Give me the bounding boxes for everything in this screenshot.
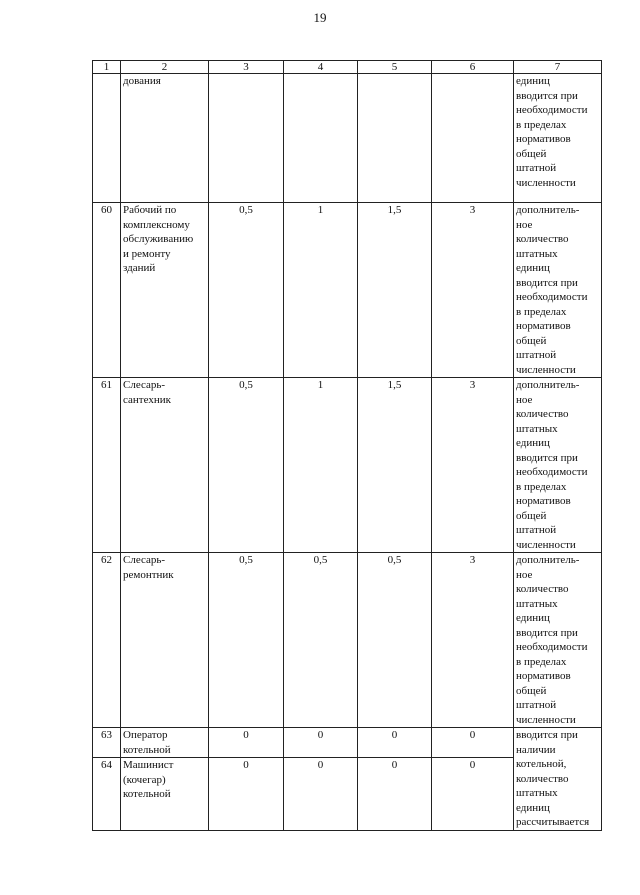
note-line: общей	[516, 684, 547, 697]
table-row	[93, 553, 602, 728]
cell-value: 3	[432, 378, 514, 553]
note-line: наличии	[516, 743, 556, 756]
cell-value: 1,5	[358, 378, 432, 553]
cell-value: 1,5	[358, 203, 432, 378]
table-row	[93, 378, 602, 553]
note-line: единиц	[516, 612, 550, 624]
note-line: необходимости	[516, 466, 588, 478]
cell-value: 1	[284, 378, 358, 553]
cell-value	[432, 74, 514, 203]
note-line: количество	[516, 408, 569, 420]
note-line: единиц	[516, 262, 550, 274]
cell-number: 64	[93, 758, 121, 830]
header-cell-7: 7	[514, 61, 602, 74]
note-line: рассчитывается	[516, 816, 590, 828]
cell-value: 0,5	[209, 378, 284, 553]
name-line: (кочегар)	[123, 773, 166, 786]
staffing-table	[92, 60, 602, 831]
cell-position-name	[121, 74, 209, 203]
note-line: единиц	[516, 801, 550, 814]
name-line: Слесарь-	[123, 554, 166, 566]
cell-value	[209, 74, 284, 203]
note-line: дополнитель-	[516, 554, 580, 566]
note-line: ное	[516, 568, 533, 581]
note-line: штатных	[516, 597, 558, 610]
note-line: ное	[516, 393, 533, 406]
note-line: ное	[516, 218, 533, 231]
note-line: вводится при	[516, 276, 578, 289]
name-line: Оператор	[123, 729, 168, 741]
name-line: Слесарь-	[123, 379, 166, 391]
header-cell-3: 3	[209, 61, 284, 74]
note-line: нормативов	[516, 495, 571, 507]
name-line: котельной	[123, 743, 171, 756]
note-line: численности	[516, 538, 576, 551]
cell-number: 63	[93, 728, 121, 758]
note-line: дополнитель-	[516, 379, 580, 391]
cell-value	[284, 74, 358, 203]
cell-value: 0	[432, 728, 514, 758]
cell-value: 1	[284, 203, 358, 378]
cell-position-name	[121, 203, 209, 378]
header-cell-1: 1	[93, 61, 121, 74]
table-row	[93, 203, 602, 378]
note-line: общей	[516, 147, 547, 160]
name-line: ремонтник	[123, 568, 174, 581]
note-line: штатных	[516, 787, 558, 799]
cell-number: 61	[93, 378, 121, 553]
note-line: общей	[516, 509, 547, 522]
name-line: зданий	[123, 262, 156, 274]
note-line: штатной	[516, 349, 557, 361]
header-row	[93, 61, 602, 74]
cell-note	[514, 553, 602, 728]
note-line: вводится при	[516, 729, 578, 741]
note-line: количество	[516, 233, 569, 245]
cell-position-name	[121, 378, 209, 553]
note-line: общей	[516, 334, 547, 347]
header-cell-2: 2	[121, 61, 209, 74]
cell-value: 0,5	[284, 553, 358, 728]
note-line: нормативов	[516, 320, 571, 332]
cell-value: 0	[358, 758, 432, 830]
cell-value: 0	[209, 758, 284, 830]
note-line: вводится при	[516, 626, 578, 639]
header-cell-4: 4	[284, 61, 358, 74]
cell-value: 3	[432, 553, 514, 728]
note-line: котельной,	[516, 758, 567, 770]
note-line: нормативов	[516, 670, 571, 682]
note-line: в пределах	[516, 118, 567, 131]
name-line: и ремонту	[123, 247, 171, 260]
cell-value: 0	[209, 728, 284, 758]
cell-number: 60	[93, 203, 121, 378]
note-line: штатной	[516, 162, 557, 174]
note-line: в пределах	[516, 480, 567, 493]
cell-value: 0,5	[209, 553, 284, 728]
note-line: вводится при	[516, 89, 578, 102]
note-line: дополнитель-	[516, 204, 580, 216]
cell-note	[514, 74, 602, 203]
cell-value: 0	[284, 758, 358, 830]
cell-value: 0,5	[209, 203, 284, 378]
cell-value: 0	[358, 728, 432, 758]
note-line: численности	[516, 363, 576, 376]
name-line: дования	[123, 75, 161, 87]
note-line: нормативов	[516, 133, 571, 145]
note-line: численности	[516, 713, 576, 726]
header-cell-5: 5	[358, 61, 432, 74]
note-line: штатной	[516, 699, 557, 711]
note-line: количество	[516, 772, 569, 785]
cell-value: 0,5	[358, 553, 432, 728]
cell-value: 0	[284, 728, 358, 758]
header-cell-6: 6	[432, 61, 514, 74]
name-line: котельной	[123, 788, 171, 801]
name-line: Машинист	[123, 759, 174, 772]
note-line: штатных	[516, 422, 558, 435]
cell-number	[93, 74, 121, 203]
name-line: сантехник	[123, 393, 171, 406]
name-line: обслуживанию	[123, 233, 194, 245]
cell-note	[514, 378, 602, 553]
table-row	[93, 728, 602, 758]
cell-position-name	[121, 553, 209, 728]
note-line: необходимости	[516, 641, 588, 653]
name-line: комплексному	[123, 218, 190, 231]
note-line: количество	[516, 583, 569, 595]
cell-position-name	[121, 728, 209, 758]
note-line: единиц	[516, 75, 550, 87]
page-number: 19	[313, 10, 327, 25]
cell-note	[514, 203, 602, 378]
note-line: единиц	[516, 437, 550, 449]
note-line: необходимости	[516, 104, 588, 116]
cell-number: 62	[93, 553, 121, 728]
note-line: вводится при	[516, 451, 578, 464]
cell-value: 0	[432, 758, 514, 830]
note-line: штатной	[516, 524, 557, 536]
note-line: штатных	[516, 247, 558, 260]
table-row-continuation	[93, 74, 602, 203]
note-line: в пределах	[516, 655, 567, 668]
cell-position-name	[121, 758, 209, 830]
cell-value: 3	[432, 203, 514, 378]
note-line: необходимости	[516, 291, 588, 303]
cell-value	[358, 74, 432, 203]
name-line: Рабочий по	[123, 204, 177, 216]
note-line: численности	[516, 176, 576, 189]
cell-note-merged	[514, 728, 602, 831]
note-line: в пределах	[516, 305, 567, 318]
